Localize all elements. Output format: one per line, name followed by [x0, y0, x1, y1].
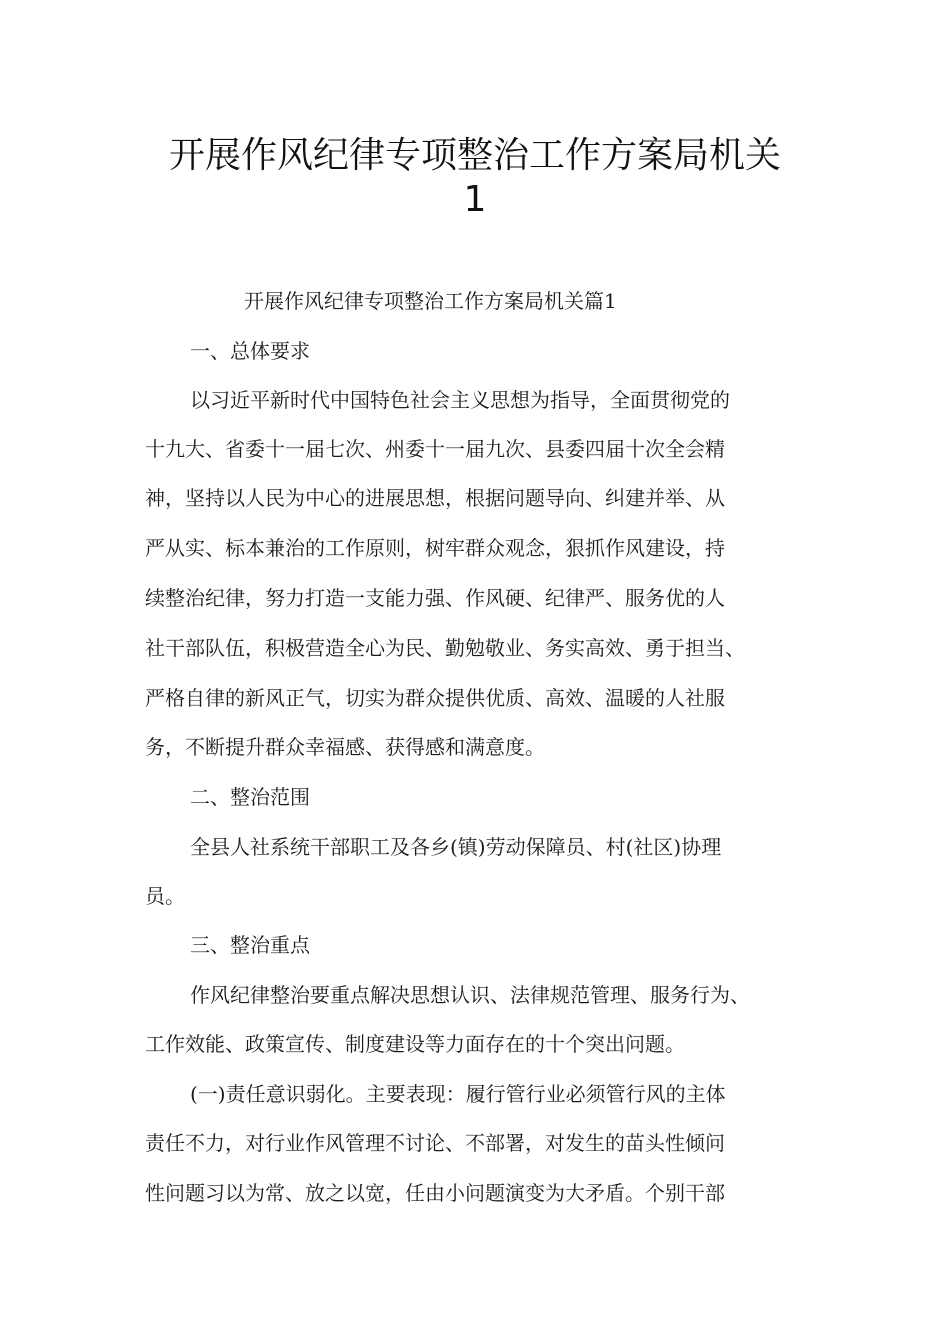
paragraph-line: 续整治纪律，努力打造一支能力强、作风硬、纪律严、服务优的人 [145, 586, 725, 610]
paragraph-line: 十九大、省委十一届七次、州委十一届九次、县委四届十次全会精 [145, 437, 725, 461]
paragraph-line: 责任不力，对行业作风管理不讨论、不部署，对发生的苗头性倾问 [145, 1131, 725, 1155]
section-heading-focus: 三、整治重点 [190, 933, 310, 957]
paragraph-line: 全县人社系统干部职工及各乡(镇)劳动保障员、村(社区)协理 [190, 835, 722, 859]
document-title-line-2: 1 [463, 179, 487, 220]
paragraph-line: 作风纪律整治要重点解决思想认识、法律规范管理、服务行为、 [190, 983, 750, 1007]
document-title-line-1: 开展作风纪律专项整治工作方案局机关 [168, 135, 781, 176]
paragraph-line: 社干部队伍，积极营造全心为民、勤勉敬业、务实高效、勇于担当、 [145, 636, 745, 660]
paragraph-line: 务，不断提升群众幸福感、获得感和满意度。 [145, 735, 545, 759]
paragraph-line: (一)责任意识弱化。主要表现：履行管行业必须管行风的主体 [190, 1082, 726, 1106]
paragraph-line: 神，坚持以人民为中心的进展思想，根据问题导向、纠建并举、从 [145, 486, 725, 510]
paragraph-line: 严格自律的新风正气，切实为群众提供优质、高效、温暖的人社服 [145, 686, 725, 710]
document-subtitle: 开展作风纪律专项整治工作方案局机关篇1 [244, 289, 617, 313]
paragraph-line: 性问题习以为常、放之以宽，任由小问题演变为大矛盾。个别干部 [145, 1181, 725, 1205]
section-heading-general-requirements: 一、总体要求 [190, 339, 310, 363]
paragraph-line: 工作效能、政策宣传、制度建设等力面存在的十个突出问题。 [145, 1032, 685, 1056]
paragraph-line: 员。 [145, 884, 185, 908]
paragraph-line: 以习近平新时代中国特色社会主义思想为指导，全面贯彻党的 [190, 388, 730, 412]
section-heading-scope: 二、整治范围 [190, 785, 310, 809]
paragraph-line: 严从实、标本兼治的工作原则，树牢群众观念，狠抓作风建设，持 [145, 536, 725, 560]
